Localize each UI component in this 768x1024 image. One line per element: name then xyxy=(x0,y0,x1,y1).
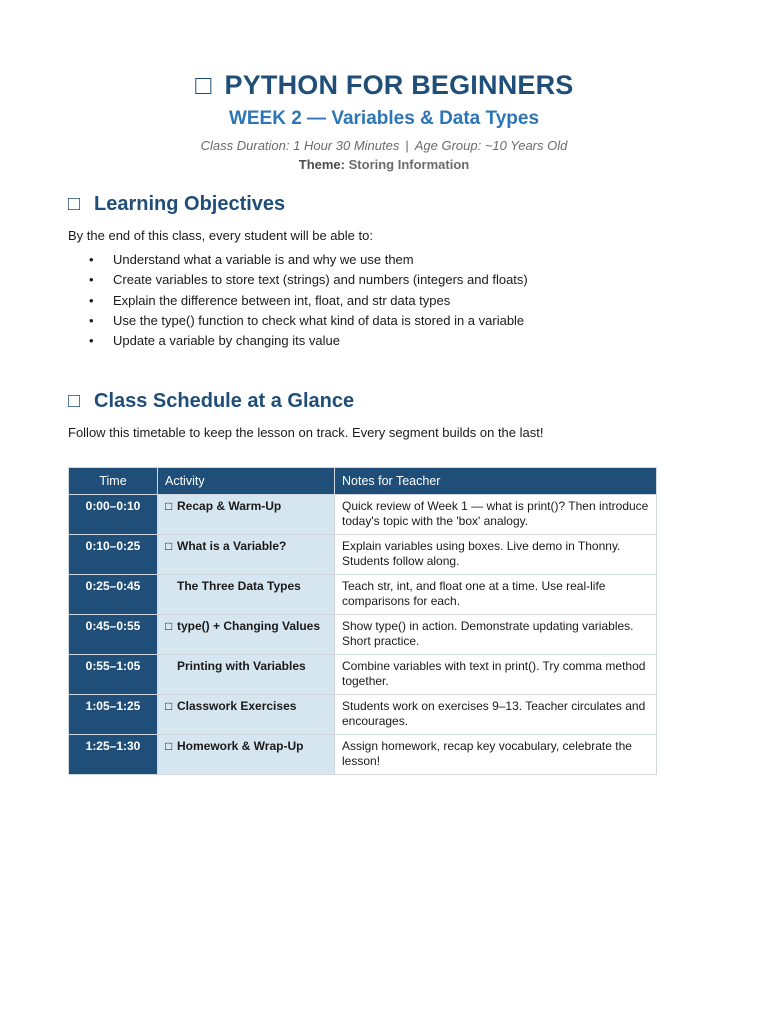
objectives-heading-text: Learning Objectives xyxy=(94,193,286,215)
activity-cell xyxy=(158,535,335,575)
activity-label: What is a Variable? xyxy=(177,539,287,553)
time-cell: 1:05–1:25 xyxy=(69,695,158,735)
activity-placeholder-icon: □ xyxy=(165,539,173,553)
table-row xyxy=(69,535,657,575)
column-header-notes: Notes for Teacher xyxy=(335,468,657,495)
activity-label: Recap & Warm-Up xyxy=(177,499,282,513)
column-header-activity: Activity xyxy=(158,468,335,495)
notes-cell: Show type() in action. Demonstrate updating variables. Short practice. xyxy=(335,615,657,655)
title-text: PYTHON FOR BEGINNERS xyxy=(224,70,574,100)
theme-value: Storing Information xyxy=(348,157,470,172)
schedule-intro: Follow this timetable to keep the lesson on track. Every segment builds on the last! xyxy=(68,425,544,440)
table-row xyxy=(69,615,657,655)
activity-cell xyxy=(158,575,335,615)
list-item: • Create variables to store text (strings) and numbers (integers and floats) xyxy=(68,270,528,290)
list-item: • Understand what a variable is and why we use them xyxy=(68,250,528,270)
notes-cell: Quick review of Week 1 — what is print()? Then introduce today's topic with the 'box' analogy. xyxy=(335,495,657,535)
activity-label: The Three Data Types xyxy=(177,579,301,593)
activity-placeholder-icon: □ xyxy=(165,699,173,713)
notes-cell: Assign homework, recap key vocabulary, celebrate the lesson! xyxy=(335,735,657,775)
page-subtitle: WEEK 2 — Variables & Data Types xyxy=(228,108,540,129)
objectives-heading xyxy=(68,193,285,216)
table-row xyxy=(69,655,657,695)
notes-cell: Explain variables using boxes. Live demo in Thonny. Students follow along. xyxy=(335,535,657,575)
schedule-placeholder-icon: □ xyxy=(68,390,81,412)
list-item: • Update a variable by changing its value xyxy=(68,331,528,351)
page-title xyxy=(0,70,768,101)
activity-cell xyxy=(158,655,335,695)
schedule-heading xyxy=(68,390,354,413)
activity-label: Classwork Exercises xyxy=(177,699,297,713)
list-item: • Explain the difference between int, float, and str data types xyxy=(68,291,528,311)
class-duration: Class Duration: 1 Hour 30 Minutes xyxy=(200,138,400,153)
table-row xyxy=(69,735,657,775)
table-row xyxy=(69,695,657,735)
activity-cell xyxy=(158,695,335,735)
activity-cell xyxy=(158,495,335,535)
notes-cell: Teach str, int, and float one at a time. Use real-life comparisons for each. xyxy=(335,575,657,615)
class-theme xyxy=(0,157,768,172)
activity-label: type() + Changing Values xyxy=(177,619,321,633)
meta-separator: | xyxy=(405,138,409,153)
activity-label: Printing with Variables xyxy=(177,659,306,673)
table-row xyxy=(69,495,657,535)
time-cell: 0:25–0:45 xyxy=(69,575,158,615)
schedule-table xyxy=(68,467,657,775)
objectives-list xyxy=(68,250,528,351)
table-row xyxy=(69,575,657,615)
schedule-heading-text: Class Schedule at a Glance xyxy=(94,390,355,412)
notes-cell: Students work on exercises 9–13. Teacher circulates and encourages. xyxy=(335,695,657,735)
objectives-intro: By the end of this class, every student will be able to: xyxy=(68,228,373,243)
class-meta xyxy=(0,138,768,153)
activity-cell xyxy=(158,735,335,775)
notes-cell: Combine variables with text in print(). Try comma method together. xyxy=(335,655,657,695)
activity-label: Homework & Wrap-Up xyxy=(177,739,304,753)
time-cell: 0:10–0:25 xyxy=(69,535,158,575)
theme-label: Theme: xyxy=(298,157,345,172)
objectives-placeholder-icon: □ xyxy=(68,193,81,215)
table-header-row xyxy=(69,468,657,495)
activity-cell xyxy=(158,615,335,655)
activity-placeholder-icon: □ xyxy=(165,619,173,633)
activity-placeholder-icon: □ xyxy=(165,499,173,513)
age-group: Age Group: ~10 Years Old xyxy=(414,138,568,153)
time-cell: 1:25–1:30 xyxy=(69,735,158,775)
list-item: • Use the type() function to check what kind of data is stored in a variable xyxy=(68,311,528,331)
time-cell: 0:00–0:10 xyxy=(69,495,158,535)
column-header-time: Time xyxy=(69,468,158,495)
time-cell: 0:55–1:05 xyxy=(69,655,158,695)
title-placeholder-icon: □ xyxy=(195,70,212,100)
time-cell: 0:45–0:55 xyxy=(69,615,158,655)
activity-placeholder-icon: □ xyxy=(165,739,173,753)
